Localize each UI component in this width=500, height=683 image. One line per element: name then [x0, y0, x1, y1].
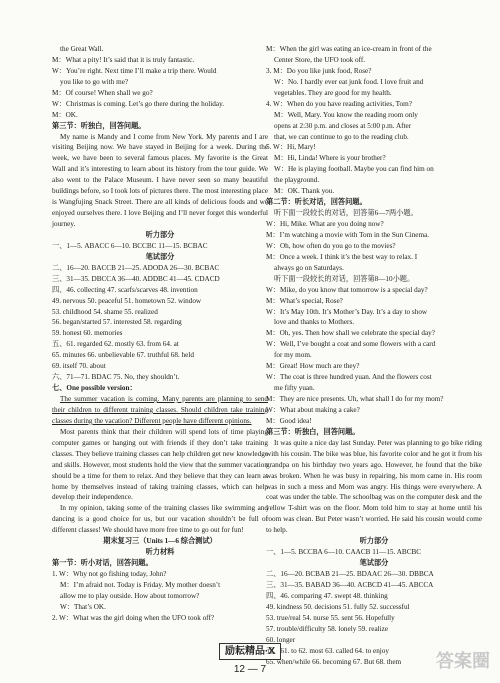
left-column-line: 期末复习三（Units 1—6 综合测试）	[103, 537, 217, 546]
right-column-line: 三、31—35. BABAD 36—40. ACBCD 41—45. ABCCA	[266, 580, 434, 589]
left-column	[52, 44, 268, 624]
left-column-line: 七、One possible version：	[52, 384, 137, 393]
left-column-line: M：OK.	[52, 110, 78, 119]
left-column-line: 69. itself 70. about	[52, 362, 106, 371]
right-column-line: 听下面一段较长的对话，回答第6—7两小题。	[274, 209, 418, 218]
right-column-line: M：Oh, yes. Then how shall we celebrate the special day?	[266, 329, 435, 338]
left-column-line: 2. W：What was the girl doing when the UFO took off?	[52, 613, 215, 622]
left-column-line: M：Of course! When shall we go?	[52, 88, 153, 97]
right-column-line: 60. longer	[266, 635, 296, 644]
right-column-line: W：Mike, do you know that tomorrow is a special day?	[266, 285, 428, 294]
right-column-line: for my mom.	[274, 351, 312, 360]
right-column-line: W：What about making a cake?	[266, 405, 360, 414]
left-column-line: 六、71—71. BDAC 75. No, they shouldn’t.	[52, 373, 180, 382]
right-column-line: vegetables. They are good for my health.	[274, 88, 392, 97]
right-column-line: W：Well, I’ve bought a coat and some flowers with a card	[266, 340, 436, 349]
right-column-line: W：He is playing football. Maybe you can find him on	[274, 165, 434, 174]
right-column-line: M：Well, Mary. You know the reading room only	[274, 110, 418, 119]
right-column-line: Center Store, the UFO took off.	[274, 55, 366, 64]
left-column-line: 第一节：听小对话，回答问题。	[52, 559, 153, 568]
left-column-line: M：What a pity! It’s said that it is truly fantastic.	[52, 55, 195, 64]
right-column-line: 笔试部分	[359, 559, 389, 568]
right-column-line: 听下面一段较长的对话，回答第8—10小题。	[274, 274, 415, 283]
right-column-line: 四、46. comparing 47. swept 48. thinking	[266, 591, 388, 600]
left-column-line: In my opinion, taking some of the training classes like swimming and dancing is a good choice for us, but our vacation shouldn’t be full of different classes! We should have more free time to go out for fun!	[52, 504, 268, 535]
left-column-line: W：You’re right. Next time I’ll make a trip there. Would	[52, 66, 217, 75]
right-column-line: 5. W：Hi, Mary!	[266, 143, 316, 152]
left-column-line: My name is Mandy and I come from New York. My parents and I are visiting Beijing now. We have stayed in Beijing for a week. During the week, we have been to several famous places. My favorite is the Great Wall and it’s interesting to learn about its history from the tour guide. We also went to the Palace Museum. I have never seen so many beautiful buildings before, so I took lots of pictures there. The most interesting place is Wangfujing Snack Street. There are all kinds of delicious foods and we enjoyed ourselves there. I love Beijing and I’ll never forget this wonderful journey.	[52, 132, 268, 228]
left-column-line: 二、16—20. BACCB 21—25. ADODA 26—30. BCBAC	[52, 263, 220, 272]
page-number: 12 — 7	[233, 664, 267, 676]
left-column-line: 听力部分	[145, 230, 175, 239]
right-column-line: M：Once a week. I think it’s the best way to relax. I	[266, 252, 418, 261]
left-column-line: Most parents think that their children will spend lots of time playing computer games or hanging out with friends if they don’t take training classes. They believe training classes can help children get new knowledge and skills. However, most students hold the view that the summer vacation should be a time for them to relax. And they believe that they can learn at home by themselves instead of taking training classes, which can help develop their independence.	[52, 427, 268, 502]
left-column-line: 第三节：听独白，回答问题。	[52, 121, 146, 130]
right-column-line: 五、61. to 62. most 63. called 64. to enjoy	[266, 646, 389, 655]
right-column-line: M：OK. Thank you.	[274, 187, 335, 196]
right-column-line: 二、16—20. BCBAB 21—25. BDAAC 26—30. DBBCA	[266, 570, 434, 578]
right-column	[266, 44, 482, 667]
right-column-line: 57. trouble/difficulty 58. lonely 59. realize	[266, 624, 389, 633]
right-column-line: W：It’s May 10th. It’s Mother’s Day. It’s a day to show	[266, 307, 428, 316]
watermark-text: 答案圈	[436, 650, 490, 671]
left-column-line: you like to go with me?	[60, 77, 129, 86]
right-column-line: W：Hi, Mike. What are you doing now?	[266, 220, 384, 228]
right-column-line: M：Hi, Linda! Where is your brother?	[274, 154, 386, 163]
right-column-line: 第三节：听独白，回答问题。	[266, 427, 360, 436]
left-column-line: 四、46. collecting 47. scarfs/scarves 48. invention	[52, 285, 198, 294]
right-column-line: W：Oh, how often do you go to the movies?	[266, 241, 396, 250]
left-column-line: 三、31—35. DBCCA 36—40. ADDBC 41—45. CDACD	[52, 274, 220, 283]
left-column-line: 49. nervous 50. peaceful 51. hometown 52. window	[52, 296, 202, 305]
right-column-line: W：No. I hardly ever eat junk food. I love fruit and	[274, 77, 424, 86]
left-column-line: the Great Wall.	[60, 45, 104, 53]
left-column-line: W：Christmas is coming. Let’s go there during the holiday.	[52, 99, 225, 108]
right-column-line: M：Good idea!	[266, 416, 312, 425]
brand-label: 励耘精品·X	[219, 643, 281, 660]
right-column-line: the playground.	[274, 176, 320, 185]
right-column-line: 4. W：When do you have reading activities, Tom?	[266, 99, 412, 108]
left-column-line: 听力材料	[145, 548, 175, 557]
right-column-line: me fifty yuan.	[274, 384, 315, 393]
right-column-line: M：What’s special, Rose?	[266, 296, 343, 305]
left-column-line: 53. childhood 54. shame 55. realized	[52, 307, 158, 316]
right-column-line: that, we can continue to go to the reading club.	[274, 132, 409, 141]
right-column-line: M：When the girl was eating an ice-cream in front of the	[266, 45, 432, 53]
right-column-line: M：Great! How much are they?	[266, 362, 360, 371]
left-column-line: W：That’s OK.	[60, 602, 106, 611]
right-column-line: 65. when/while 66. becoming 67. But 68. them	[266, 657, 402, 666]
left-column-line: 笔试部分	[145, 252, 175, 261]
left-column-line: M：I’m afraid not. Today is Friday. My mother doesn’t	[60, 580, 221, 589]
right-column-line: 53. true/real 54. nurse 55. sent 56. Hopefully	[266, 613, 395, 622]
left-column-line: allow me to play outside. How about tomorrow?	[60, 591, 200, 600]
left-column-line: 65. minutes 66. unbelievable 67. truthful 68. held	[52, 351, 194, 360]
left-column-line: The summer vacation is coming. Many parents are planning to send their children to different training classes. Should children take training classes during the vacation? Different people have different opinions.	[52, 395, 268, 425]
right-column-line: 第二节：听长对话，回答问题。	[266, 198, 367, 207]
right-column-line: always go on Saturdays.	[274, 263, 344, 272]
left-column-line: 56. began/started 57. interested 58. regarding	[52, 318, 182, 327]
right-column-line: love and thanks to Mothers.	[274, 318, 355, 327]
right-column-line: opens at 2:30 p.m. and closes at 5:00 p.m. After	[274, 121, 412, 130]
left-column-line: 1. W：Why not go fishing today, John?	[52, 570, 167, 578]
right-column-line: 一、1—5. BCCBA 6—10. CAACB 11—15. ABCBC	[266, 548, 422, 557]
left-column-line: 五、61. regarded 62. mostly 63. from 64. at	[52, 340, 179, 349]
right-column-line: 听力部分	[359, 537, 389, 546]
right-column-line: 3. M：Do you like junk food, Rose?	[266, 66, 372, 75]
left-column-line: 一、1—5. ABACC 6—10. BCCBC 11—15. BCBAC	[52, 241, 208, 250]
right-column-line: M：I’m watching a movie with Tom in the Sun Cinema.	[266, 230, 430, 239]
watermark-logo	[404, 639, 494, 677]
right-column-line: 49. kindness 50. decisions 51. fully 52. successful	[266, 602, 410, 611]
right-column-line: M：They are nice presents. Uh, what shall I do for my mom?	[266, 395, 444, 403]
right-column-line: W：The coat is three hundred yuan. And the flowers cost	[266, 373, 432, 382]
right-column-line: It was quite a nice day last Sunday. Peter was planning to go bike riding with his cousin. The bike was blue, his favorite color and he got it from his grandpa on his birthday two years ago. However, he found that the bike was broken. When he was busy in repairing, his mom came in. His room was in such a mess and Mom was angry. His things were everywhere. A coat was under the table. The schoolbag was on the computer desk and the yellow T-shirt was on the floor. Mom told him to stay at home until his room was clean. But Peter wasn’t worried. He said his cousin would come to help.	[266, 438, 482, 535]
left-column-line: 59. honest 60. memories	[52, 329, 123, 338]
